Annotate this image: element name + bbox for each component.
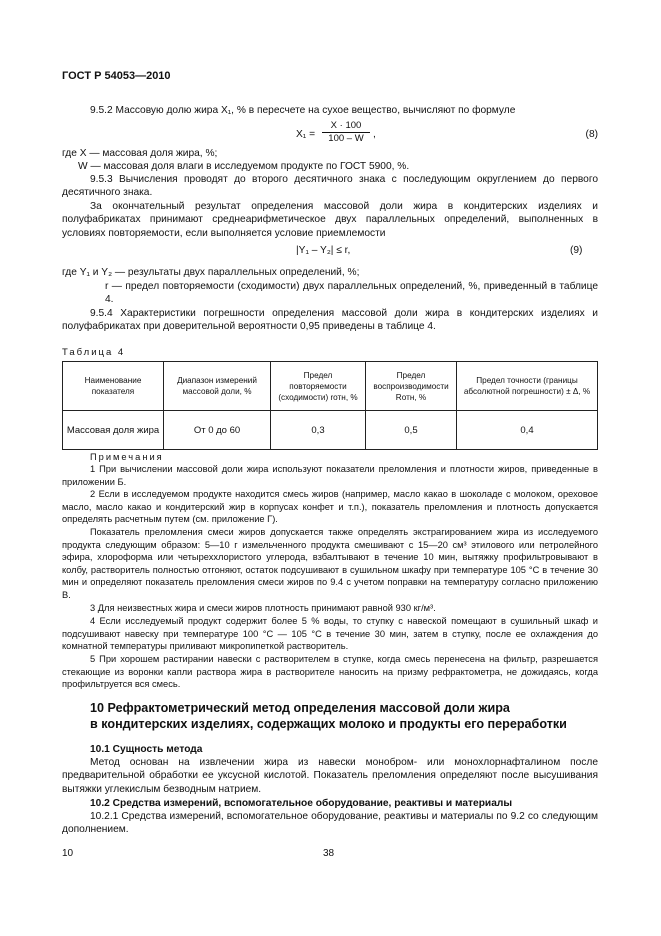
section-10-2-1-text: 10.2.1 Средства измерений, вспомогательное оборудование, реактивы и материалы по 9.2 со следующим дополнением. (62, 811, 598, 836)
table-header-row (63, 362, 598, 411)
where-9-line-1: где Y₁ и Y₂ — результаты двух параллельных определений, %; (62, 267, 360, 278)
table-row (63, 411, 598, 450)
section-10-1-title: 10.1 Сущность метода (90, 744, 203, 755)
table-cell: 0,3 (271, 411, 366, 450)
section-10-title-line-1: 10 Рефрактометрический метод определения массовой доли жира (90, 701, 510, 715)
paragraph-9-5-2: 9.5.2 Массовую долю жира X₁, % в пересчете на сухое вещество, вычисляют по формуле (90, 105, 516, 116)
table-cell: От 0 до 60 (164, 411, 271, 450)
where-9-line-2: r — предел повторяемости (сходимости) двух параллельных определений, %, приведенный в таблице 4. (105, 281, 598, 306)
table-caption: Таблица 4 (62, 347, 126, 358)
formula-8 (296, 120, 606, 150)
document-code: ГОСТ Р 54053—2010 (62, 70, 171, 82)
table-cell: Массовая доля жира (63, 411, 164, 450)
table-header-cell: Предел повторяемости (сходимости) rотн, % (271, 362, 366, 411)
paragraph-9-5-4: 9.5.4 Характеристики погрешности определения массовой доли жира в кондитерских изделиях и полуфабрикатах при доверительной вероятности 0,95 приведены в таблице 4. (62, 308, 598, 333)
notes-title: Примечания (90, 452, 164, 462)
table-cell: 0,4 (457, 411, 598, 450)
note-4: 4 Если исследуемый продукт содержит более 5 % воды, то ступку с навеской помещают в сушильный шкаф и подсушивают навеску при температуре 100 °С — 105 °С в течение 30 мин, затем в ступку, после ее охлаждения до комнатной температуры приливают микропипеткой растворитель. (62, 616, 598, 652)
note-1: 1 При вычислении массовой доли жира используют показатели преломления и плотности жиров, приведенные в приложении Б. (62, 464, 598, 487)
where-8-line-2: W — массовая доля влаги в исследуемом продукте по ГОСТ 5900, %. (78, 161, 410, 172)
table-header-cell: Диапазон измерений массовой доли, % (164, 362, 271, 411)
formula-9-number: (9) (570, 245, 583, 256)
footer-page-number: 38 (323, 848, 335, 859)
table-header-cell: Предел точности (границы абсолютной погрешности) ± Δ, % (457, 362, 598, 411)
note-2-extraction: Показатель преломления смеси жиров допускается также определять экстрагированием жира из исследуемого продукта следующим образом: 5—10 г измельченного продукта смешивают с 15—20 см³ этилового или петролейного эфира, хлороформа или четыреххлористого углерода, взбалтывают в течение 10 мин, вытяжку профильтровывают в колбу, растворитель полностью отгоняют, остаток подсушивают в сушильном шкафу при температуре 105 °С в течение 30 мин и определяют показатель преломления смеси жиров по 9.4 с учетом поправки на температуру согласно приложению В. (62, 527, 598, 600)
section-10-1-text: Метод основан на извлечении жира из навески монобром- или монохлорнафталином после предварительной обработки ее уксусной кислотой. Показатель преломления определяют после высушивания вытяжки углекислым безводным натрием. (62, 757, 598, 795)
formula-8-numerator: X · 100 (322, 120, 370, 133)
note-3: 3 Для неизвестных жира и смеси жиров плотность принимают равной 930 кг/м³. (90, 603, 436, 613)
table-cell: 0,5 (366, 411, 457, 450)
note-5: 5 При хорошем растирании навески с растворителем в ступке, когда смесь перенесена на фильтр, разрешается стекающие из воронки капли раствора жира в растворителе наносить на призму рефрактометра, не дожидаясь, когда профильтруется вся смесь. (62, 654, 598, 690)
note-2: 2 Если в исследуемом продукте находится смесь жиров (например, масло какао в шоколаде с молоком, ореховое масло, масло какао и кондитерский жир в корпусах конфет и т.п.), показатель преломления и плотность допускается определять расчетным путем (см. приложение Г). (62, 489, 598, 525)
section-10-2-title: 10.2 Средства измерений, вспомогательное оборудование, реактивы и материалы (90, 798, 513, 809)
paragraph-9-5-3: 9.5.3 Вычисления проводят до второго десятичного знака с последующим округлением до первого десятичного знака. (62, 174, 598, 199)
formula-8-lhs: X₁ = (296, 129, 316, 140)
table-header-cell: Предел воспроизводимости Rотн, % (366, 362, 457, 411)
formula-8-number: (8) (585, 129, 598, 140)
table-4 (62, 361, 598, 450)
table-header-cell: Наименование показателя (63, 362, 164, 411)
paragraph-final-result: За окончательный результат определения массовой доли жира в кондитерских изделиях и полуфабрикатах принимают среднеарифметическое двух параллельных определений, выполненных в условиях повторяемости, если выполняется условие приемлемости (62, 201, 598, 239)
formula-8-tail: , (373, 129, 376, 140)
formula-8-denominator: 100 – W (328, 133, 364, 144)
formula-9: |Y₁ – Y₂| ≤ r, (296, 245, 351, 256)
section-10-title-line-2: в кондитерских изделиях, содержащих молоко и продукты его переработки (90, 717, 567, 731)
footer-page-left: 10 (62, 848, 74, 859)
where-8-line-1: где X — массовая доля жира, %; (62, 148, 218, 159)
